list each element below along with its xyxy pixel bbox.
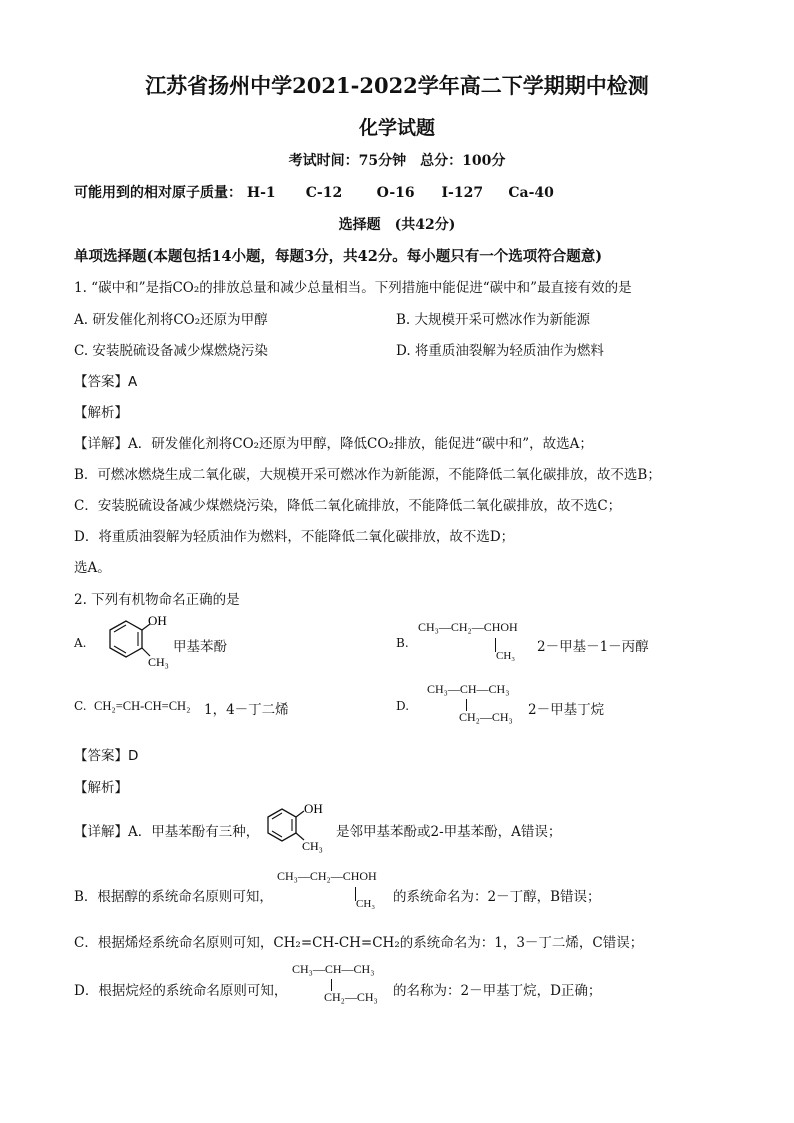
q1-detail-tag: 【详解】 bbox=[74, 436, 128, 452]
q2-detail-b-suffix: 的系统命名为：2－丁醇，B错误； bbox=[393, 889, 601, 905]
ch3-group: CH₃ bbox=[302, 839, 323, 853]
q2-detail-d-suffix: 的名称为：2－甲基丁烷，D正确； bbox=[393, 983, 602, 999]
q2-option-a-label: A. bbox=[74, 636, 87, 650]
q2-detail-a-prefix bbox=[74, 820, 259, 840]
q2-option-d-branch: CH₂—CH₃ bbox=[459, 710, 513, 724]
page-title: 江苏省扬州中学2021-2022学年高二下学期期中检测 bbox=[145, 73, 649, 98]
page-subtitle: 化学试题 bbox=[358, 117, 435, 139]
oh-bond bbox=[296, 811, 304, 817]
q2-answer-value: D bbox=[128, 748, 139, 764]
atomic-mass-ca: Ca-40 bbox=[508, 185, 554, 201]
q2-option-c-label: C. bbox=[74, 699, 87, 713]
q1-detail-c: C．安装脱硫设备减少煤燃烧污染，降低二氧化硫排放，不能降低二氧化碳排放，故不选C； bbox=[74, 498, 622, 514]
q2-option-d-formula: CH₃—CH—CH₃ bbox=[427, 682, 510, 696]
q1-option-a: A. 研发催化剂将CO₂还原为甲醇 bbox=[74, 312, 268, 328]
q2-option-a-structure bbox=[88, 610, 178, 672]
oh-group: OH bbox=[304, 801, 323, 816]
atomic-mass-h: H-1 bbox=[246, 185, 276, 201]
q2-option-a-name: 甲基苯酚 bbox=[173, 639, 227, 655]
q2-option-c-name: 1，4－丁二烯 bbox=[204, 702, 289, 718]
section-description: 单项选择题(本题包括14小题，每题3分，共42分。每小题只有一个选项符合题意) bbox=[74, 248, 603, 265]
q2-option-b-name: 2－甲基－1－丙醇 bbox=[537, 639, 649, 655]
atomic-mass-i: I-127 bbox=[441, 185, 484, 201]
q2-option-d-name: 2－甲基丁烷 bbox=[528, 702, 605, 718]
q2-detail-tag: 【详解】 bbox=[74, 824, 128, 840]
q2-detail-a-structure bbox=[258, 800, 340, 856]
atomic-mass-label: 可能用到的相对原子质量： bbox=[74, 185, 242, 201]
q1-detail-d: D．将重质油裂解为轻质油作为燃料，不能降低二氧化碳排放，故不选D； bbox=[74, 529, 515, 545]
q2-detail-d-branch: CH₂—CH₃ bbox=[324, 990, 378, 1004]
q1-option-d: D. 将重质油裂解为轻质油作为燃料 bbox=[396, 343, 604, 359]
q2-detail-a-text: A．甲基苯酚有三种， bbox=[128, 824, 260, 840]
atomic-mass-line bbox=[74, 182, 554, 202]
q2-answer bbox=[74, 744, 138, 764]
q2-analysis-tag: 【解析】 bbox=[74, 780, 128, 796]
q2-option-d-label: D. bbox=[396, 699, 410, 713]
q2-option-b-label: B. bbox=[396, 636, 409, 650]
benzene-ring bbox=[110, 621, 142, 657]
q1-stem: 1. “碳中和”是指CO₂的排放总量和减少总量相当。下列措施中能促进“碳中和”最直接有效的是 bbox=[74, 280, 632, 296]
section-title: 选择题 (共42分) bbox=[338, 217, 456, 233]
q1-conclusion: 选A。 bbox=[74, 560, 111, 576]
q2-detail-d-prefix: D．根据烷烃的系统命名原则可知， bbox=[74, 983, 288, 999]
q1-detail-a-text: A．研发催化剂将CO₂还原为甲醇，降低CO₂排放，能促进“碳中和”，故选A； bbox=[128, 436, 593, 452]
q2-detail-b-branch: CH₃ bbox=[356, 898, 376, 910]
q2-option-b-formula: CH₃—CH₂—CHOH bbox=[418, 620, 518, 634]
q2-stem: 2. 下列有机物命名正确的是 bbox=[74, 592, 240, 608]
atomic-mass-c: C-12 bbox=[305, 185, 343, 201]
q1-option-c: C. 安装脱硫设备减少煤燃烧污染 bbox=[74, 343, 268, 359]
q2-detail-b-prefix: B．根据醇的系统命名原则可知， bbox=[74, 889, 273, 905]
q1-detail-a bbox=[74, 432, 593, 452]
atomic-mass-o: O-16 bbox=[376, 185, 415, 201]
q2-detail-c: C．根据烯烃系统命名原则可知，CH₂=CH-CH=CH₂的系统命名为：1，3－丁二烯，C错误； bbox=[74, 935, 644, 951]
q2-detail-b-formula: CH₃—CH₂—CHOH bbox=[277, 869, 377, 883]
ch3-group: CH₃ bbox=[148, 655, 169, 669]
q1-option-b: B. 大规模开采可燃冰作为新能源 bbox=[396, 312, 591, 328]
q1-analysis-tag: 【解析】 bbox=[74, 405, 128, 421]
q1-detail-b: B．可燃冰燃烧生成二氧化碳，大规模开采可燃冰作为新能源，不能降低二氧化碳排放，故不选B； bbox=[74, 467, 661, 483]
q1-answer-tag: 【答案】 bbox=[74, 374, 128, 390]
q2-option-b-branch: CH₃ bbox=[496, 650, 516, 662]
q2-detail-d-formula: CH₃—CH—CH₃ bbox=[292, 962, 375, 976]
q2-option-c-formula: CH₂=CH-CH=CH₂ bbox=[94, 699, 191, 713]
q2-answer-tag: 【答案】 bbox=[74, 748, 128, 764]
exam-info: 考试时间：75分钟 总分：100分 bbox=[288, 153, 506, 169]
oh-group: OH bbox=[148, 613, 167, 628]
q1-answer bbox=[74, 370, 137, 390]
q1-answer-value: A bbox=[128, 374, 138, 390]
q2-detail-a-suffix: 是邻甲基苯酚或2-甲基苯酚，A错误； bbox=[336, 824, 562, 840]
